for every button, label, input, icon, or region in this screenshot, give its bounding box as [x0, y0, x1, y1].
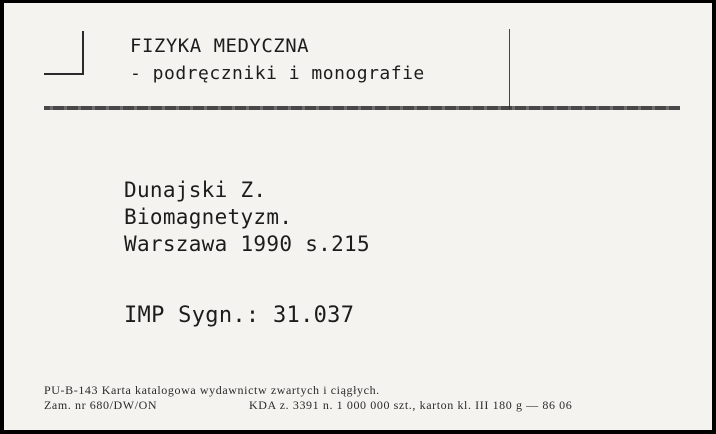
category-title: FIZYKA MEDYCZNA [130, 35, 310, 57]
footer-print-info [44, 398, 573, 413]
corner-vertical-line [82, 31, 84, 75]
footer-order-number: Zam. nr 680/DW/ON [44, 398, 158, 412]
entry-imprint: Warszawa 1990 s.215 [124, 232, 370, 256]
catalog-card [4, 3, 712, 430]
corner-horizontal-line [44, 73, 84, 75]
footer-form-description: PU-B-143 Karta katalogowa wydawnictw zwartych i ciągłych. [44, 383, 380, 397]
entry-title: Biomagnetyzm. [124, 205, 293, 229]
category-subtitle: - podręczniki i monografie [130, 63, 425, 84]
entry-signature: IMP Sygn.: 31.037 [124, 303, 355, 328]
entry-author: Dunajski Z. [124, 178, 267, 202]
header-vertical-divider [509, 29, 510, 109]
header-horizontal-rule [44, 106, 680, 110]
footer-printing-details: KDA z. 3391 n. 1 000 000 szt., karton kl. III 180 g — 86 06 [249, 398, 573, 412]
